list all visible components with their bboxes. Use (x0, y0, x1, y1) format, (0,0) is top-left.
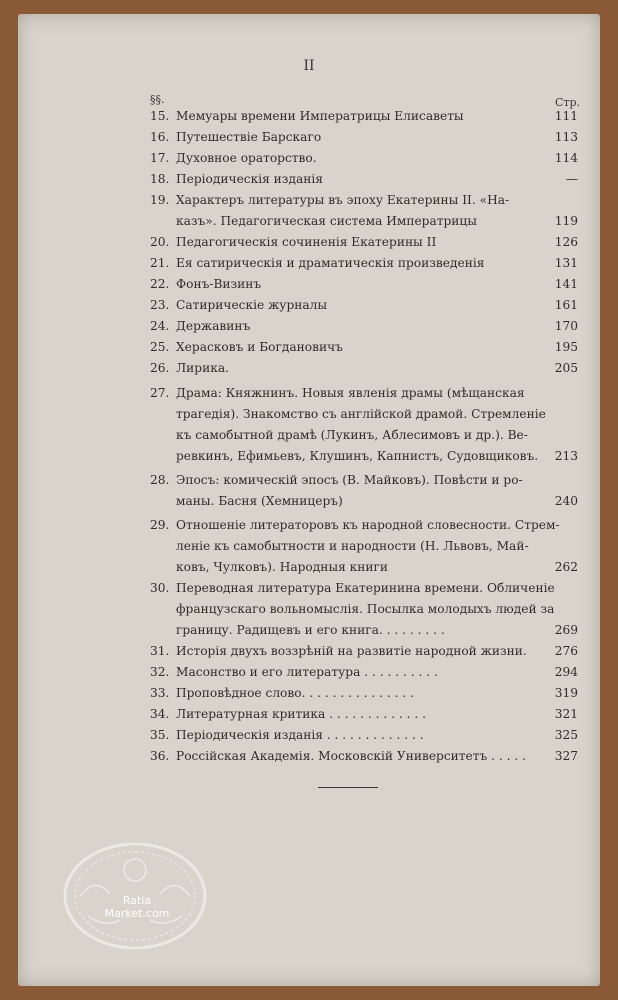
entry-page-number: 170 (554, 319, 578, 333)
toc-entry (136, 232, 578, 253)
toc-entry (136, 704, 578, 725)
entry-page-number: 276 (554, 644, 578, 658)
entry-page-number: 114 (554, 151, 578, 165)
toc-entry-line (136, 337, 578, 358)
toc-entry-line (136, 232, 578, 253)
toc-entry (136, 274, 578, 295)
toc-entry-line (136, 295, 578, 316)
toc-entry (136, 746, 578, 767)
entry-title-line: границу. Радищевъ и его книга. . . . . . . . . (176, 623, 445, 637)
entry-page-number: 240 (554, 494, 578, 508)
entry-page-number: 325 (554, 728, 578, 742)
entry-page-number: 269 (554, 623, 578, 637)
entry-number: 22. (150, 277, 170, 291)
toc-entry-line (136, 641, 578, 662)
book-page (18, 14, 600, 986)
toc-header (136, 90, 580, 109)
toc-entry (136, 358, 578, 379)
entry-page-number: 294 (554, 665, 578, 679)
toc-entry-line (136, 536, 578, 557)
toc-entry-line (136, 515, 578, 536)
entry-title-line: Эпосъ: комическій эпосъ (В. Майковъ). Повѣсти и ро- (176, 473, 523, 487)
entry-number: 24. (150, 319, 170, 333)
toc-entry-line (136, 358, 578, 379)
entry-title-line: Мемуары времени Императрицы Елисаветы (176, 109, 464, 123)
toc-entry-line (136, 383, 578, 404)
toc-entry-line (136, 704, 578, 725)
entry-title-line: Характеръ литературы въ эпоху Екатерины II. «На- (176, 193, 510, 207)
toc-entry-line (136, 620, 578, 641)
entry-title-line: Масонство и его литература . . . . . . . . . . (176, 665, 438, 679)
entry-title-line: Херасковъ и Богдановичъ (176, 340, 343, 354)
toc-entry-line (136, 446, 578, 467)
entry-number: 28. (150, 473, 170, 487)
entry-number: 31. (150, 644, 170, 658)
entry-number: 21. (150, 256, 170, 270)
toc-entry (136, 106, 578, 127)
section-column-label: §§. (150, 93, 165, 106)
entry-title-line: Путешествіе Барскаго (176, 130, 322, 144)
toc-entry-line (136, 578, 578, 599)
entry-number: 32. (150, 665, 170, 679)
entry-number: 34. (150, 707, 170, 721)
entry-page-number: 119 (554, 214, 578, 228)
toc-entry (136, 316, 578, 337)
entry-number: 15. (150, 109, 170, 123)
entry-number: 30. (150, 581, 170, 595)
entry-title-line: Ея сатирическія и драматическія произведенія (176, 256, 485, 270)
toc-entry-line (136, 662, 578, 683)
toc-entry (136, 515, 578, 578)
entry-title-line: Россійская Академія. Московскій Университетъ . . . . . (176, 749, 526, 763)
toc-entry-line (136, 190, 578, 211)
toc-entry (136, 470, 578, 512)
toc-entry (136, 148, 578, 169)
toc-entry (136, 169, 578, 190)
entry-page-number: 113 (554, 130, 578, 144)
toc-entry (136, 662, 578, 683)
toc-entry (136, 337, 578, 358)
entry-title-line: французскаго вольномыслія. Посылка молодыхъ людей за (176, 602, 555, 616)
toc-entry (136, 295, 578, 316)
toc-entry-line (136, 746, 578, 767)
entry-page-number: 161 (554, 298, 578, 312)
entry-page-number: 262 (554, 560, 578, 574)
entry-number: 36. (150, 749, 170, 763)
entry-title-line: казъ». Педагогическая система Императрицы (176, 214, 477, 228)
page-column-label: Стр. (554, 96, 580, 109)
entry-title-line: Исторія двухъ воззрѣній на развитіе народной жизни. (176, 644, 527, 658)
entry-number: 26. (150, 361, 170, 375)
toc-entry-line (136, 169, 578, 190)
entry-title-line: Драма: Княжнинъ. Новыя явленія драмы (мѣщанская (176, 386, 525, 400)
entry-number: 17. (150, 151, 170, 165)
entry-number: 16. (150, 130, 170, 144)
toc-entry-line (136, 211, 578, 232)
toc-entry (136, 641, 578, 662)
entry-number: 29. (150, 518, 170, 532)
entry-number: 18. (150, 172, 170, 186)
toc-entry (136, 127, 578, 148)
toc-entries (136, 106, 578, 767)
toc-entry-line (136, 683, 578, 704)
entry-title-line: маны. Басня (Хемницеръ) (176, 494, 343, 508)
entry-page-number: 195 (554, 340, 578, 354)
toc-entry-line (136, 725, 578, 746)
entry-number: 27. (150, 386, 170, 400)
entry-page-number: 131 (554, 256, 578, 270)
entry-number: 35. (150, 728, 170, 742)
closing-rule (318, 787, 378, 788)
entry-title-line: Державинъ (176, 319, 251, 333)
entry-title-line: Сатирическіе журналы (176, 298, 328, 312)
entry-page-number: 327 (554, 749, 578, 763)
entry-title-line: ревкинъ, Ефимьевъ, Клушинъ, Капнистъ, Судовщиковъ. (176, 449, 539, 463)
toc-entry (136, 253, 578, 274)
toc-entry (136, 725, 578, 746)
entry-number: 25. (150, 340, 170, 354)
entry-page-number: 321 (554, 707, 578, 721)
entry-page-number: — (565, 172, 578, 186)
entry-page-number: 213 (554, 449, 578, 463)
toc-entry-line (136, 148, 578, 169)
toc-entry-line (136, 599, 578, 620)
entry-number: 20. (150, 235, 170, 249)
toc-entry-line (136, 404, 578, 425)
entry-title-line: Періодическія изданія (176, 172, 323, 186)
entry-page-number: 205 (554, 361, 578, 375)
entry-title-line: ковъ, Чулковъ). Народныя книги (176, 560, 389, 574)
watermark-text: Ratia Market.com (104, 894, 170, 920)
toc-entry-line (136, 274, 578, 295)
toc-entry-line (136, 127, 578, 148)
entry-page-number: 319 (554, 686, 578, 700)
entry-page-number: 126 (554, 235, 578, 249)
toc-entry-line (136, 491, 578, 512)
entry-title-line: къ самобытной драмѣ (Лукинъ, Аблесимовъ и др.). Ве- (176, 428, 528, 442)
entry-title-line: Отношеніе литераторовъ къ народной словесности. Стрем- (176, 518, 560, 532)
entry-title-line: Фонъ-Визинъ (176, 277, 262, 291)
page-number: II (303, 58, 315, 74)
toc-entry-line (136, 425, 578, 446)
entry-page-number: 141 (554, 277, 578, 291)
entry-title-line: Періодическія изданія . . . . . . . . . . . . . (176, 728, 424, 742)
entry-title-line: Переводная литература Екатеринина времени. Обличеніе (176, 581, 555, 595)
entry-page-number: 111 (554, 109, 578, 123)
toc-entry (136, 578, 578, 641)
toc-entry (136, 190, 578, 232)
entry-title-line: леніе къ самобытности и народности (Н. Львовъ, Май- (176, 539, 529, 553)
entry-title-line: Лирика. (176, 361, 229, 375)
table-of-contents (136, 90, 578, 767)
entry-title-line: Духовное ораторство. (176, 151, 317, 165)
entry-number: 19. (150, 193, 170, 207)
toc-entry (136, 683, 578, 704)
entry-title-line: Литературная критика . . . . . . . . . . . . . (176, 707, 426, 721)
toc-entry-line (136, 470, 578, 491)
toc-entry-line (136, 557, 578, 578)
entry-number: 23. (150, 298, 170, 312)
toc-entry (136, 383, 578, 467)
entry-number: 33. (150, 686, 170, 700)
toc-entry-line (136, 316, 578, 337)
entry-title-line: трагедія). Знакомство съ англійской драмой. Стремленіе (176, 407, 546, 421)
entry-title-line: Проповѣдное слово. . . . . . . . . . . . . . . (176, 686, 414, 700)
entry-title-line: Педагогическія сочиненія Екатерины II (176, 235, 437, 249)
toc-entry-line (136, 106, 578, 127)
toc-entry-line (136, 253, 578, 274)
